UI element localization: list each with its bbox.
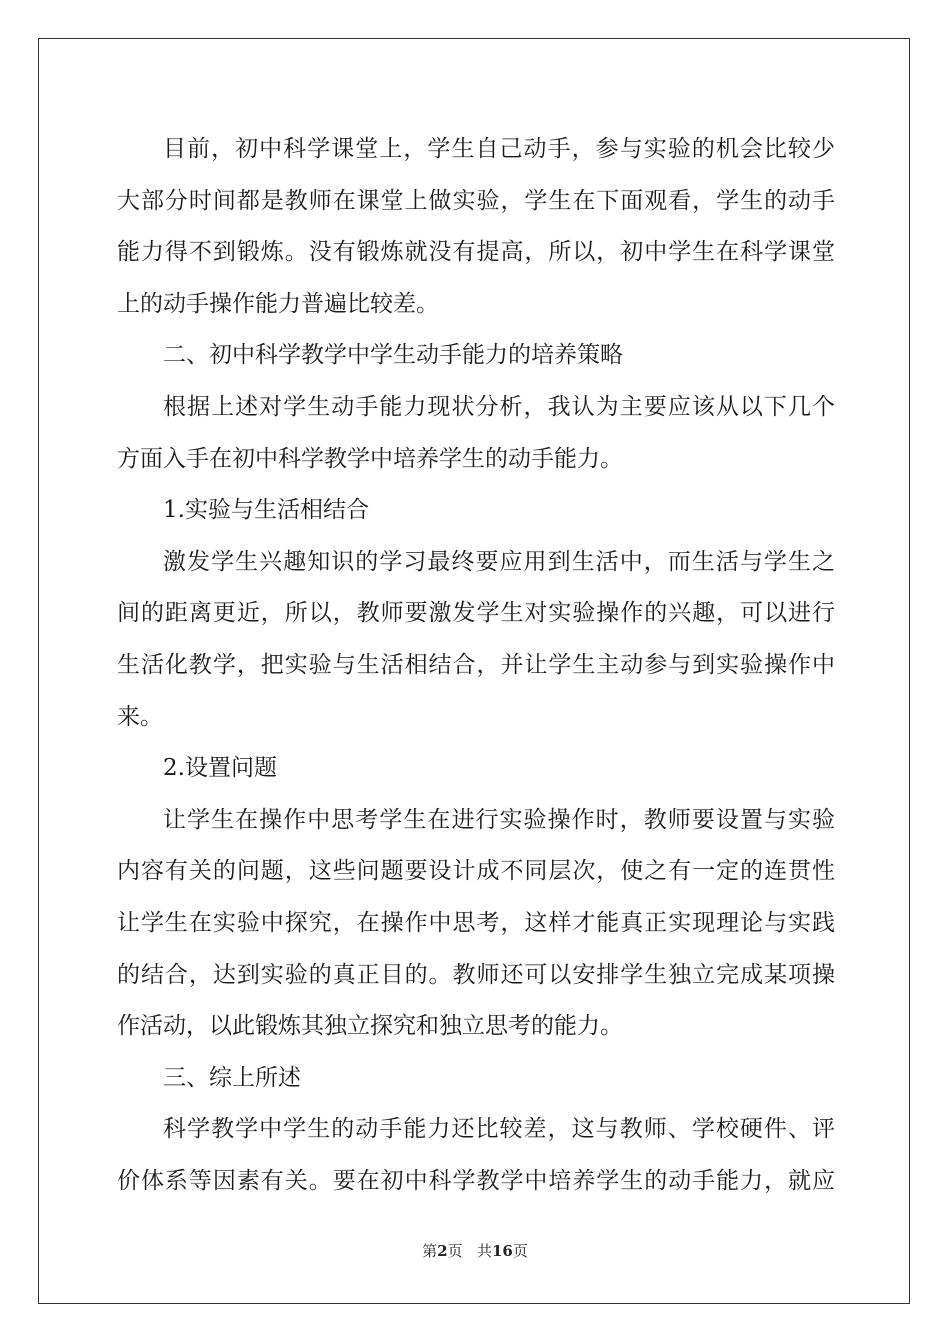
- text-line: 来。: [117, 703, 163, 730]
- text-line: 让学生在操作中思考学生在进行实验操作时，教师要设置与实验: [163, 806, 835, 833]
- footer-total-pages: 16: [491, 1242, 513, 1260]
- text-line: 生活化教学，把实验与生活相结合，并让学生主动参与到实验操作中: [117, 651, 835, 678]
- footer-total-prefix: 共: [476, 1242, 492, 1260]
- text-line: 二、初中科学教学中学生动手能力的培养策略: [163, 342, 623, 369]
- document-body: [117, 124, 835, 1207]
- text-line: 三、综上所述: [163, 1064, 301, 1091]
- text-line: 根据上述对学生动手能力现状分析，我认为主要应该从以下几个: [163, 393, 835, 420]
- text-line: 目前，初中科学课堂上，学生自己动手，参与实验的机会比较少: [163, 136, 835, 162]
- text-line: 1.实验与生活相结合: [163, 497, 369, 524]
- footer-page-current: 2: [437, 1242, 448, 1260]
- text-line: 作活动，以此锻炼其独立探究和独立思考的能力。: [117, 1013, 623, 1040]
- page-footer: [0, 1240, 950, 1261]
- text-line: 2.设置问题: [163, 755, 277, 782]
- text-line: 让学生在实验中探究，在操作中思考，这样才能真正实现理论与实践: [117, 909, 835, 936]
- text-line: 间的距离更近，所以，教师要激发学生对实验操作的兴趣，可以进行: [117, 600, 835, 627]
- text-line: 内容有关的问题，这些问题要设计成不同层次，使之有一定的连贯性: [117, 858, 835, 885]
- text-line: 科学教学中学生的动手能力还比较差，这与教师、学校硬件、评: [163, 1116, 835, 1143]
- text-line: 能力得不到锻炼。没有锻炼就没有提高，所以，初中学生在科学课堂: [117, 239, 835, 266]
- text-line: 上的动手操作能力普遍比较差。: [117, 290, 439, 317]
- text-line: 激发学生兴趣知识的学习最终要应用到生活中，而生活与学生之: [163, 548, 835, 575]
- footer-page-prefix: 第: [422, 1242, 438, 1260]
- footer-page-suffix: 页: [447, 1242, 463, 1260]
- text-line: 价体系等因素有关。要在初中科学教学中培养学生的动手能力，就应: [117, 1167, 835, 1194]
- text-line: 大部分时间都是教师在课堂上做实验，学生在下面观看，学生的动手: [117, 187, 835, 214]
- text-line: 的结合，达到实验的真正目的。教师还可以安排学生独立完成某项操: [117, 961, 835, 988]
- text-line: 方面入手在初中科学教学中培养学生的动手能力。: [117, 445, 623, 472]
- footer-total-suffix: 页: [512, 1242, 528, 1260]
